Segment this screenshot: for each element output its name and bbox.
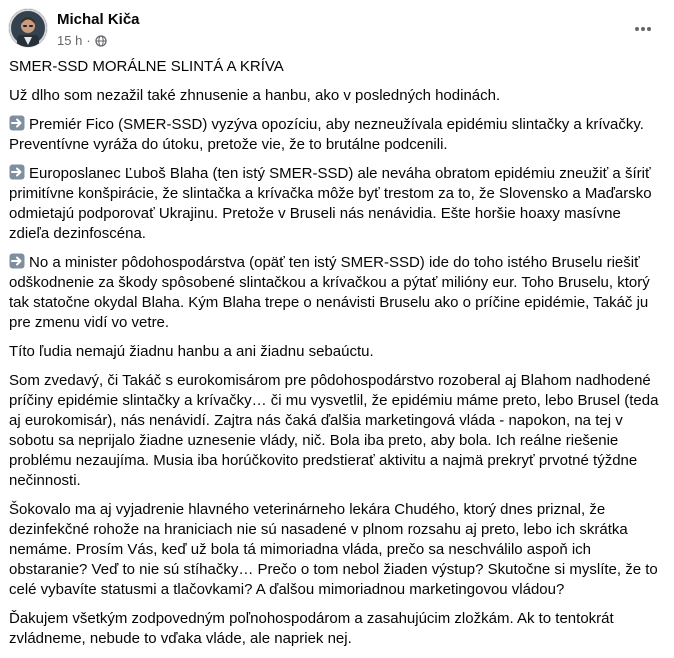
post-body (9, 57, 665, 658)
post-paragraph: Títo ľudia nemajú žiadnu hanbu a ani žiadnu sebaúctu. (9, 343, 374, 360)
post-paragraph: Už dlho som nezažil také zhnusenie a hanbu, ako v posledných hodinách. (9, 87, 501, 104)
meta-separator: · (86, 33, 91, 48)
post-paragraph (9, 253, 665, 333)
more-horizontal-icon (634, 26, 652, 32)
post-paragraph: Šokovalo ma aj vyjadrenie hlavného veterinárneho lekára Chudého, ktorý dnes priznal, že dezinfekčné rohože na hraniciach nie sú nasadené v plnom rozsahu aj preto, lebo ich skrátka nemáme. Prosím Vás, keď už bola tá mimoriadna vláda, prečo sa neschválilo aspoň ich obstaranie? Veď to nie sú stíhačky… Prečo o tom nebol žiaden výstup? Skutočne si myslíte, že to celé vybavíte statusmi a tlačovkami? A ďalšou mimoriadnou marketingovou vládou? (9, 501, 658, 598)
post-meta (57, 33, 107, 49)
right-arrow-emoji-icon (9, 253, 25, 269)
avatar[interactable] (9, 9, 47, 47)
post-paragraph (9, 164, 665, 244)
more-options-button[interactable] (629, 15, 657, 43)
post-timestamp[interactable]: 15 h (57, 33, 83, 48)
paragraph-text: Europoslanec Ľuboš Blaha (ten istý SMER-SSD) ale neváha obratom epidémiu zneužiť a šíriť primitívne konšpirácie, že slintačka a krívačka môže byť trestom za to, že Slovensko a Maďarsko odmietajú podporovať Ukrajinu. Pretože v Bruseli nás nenávidia. Ešte horšie hoaxy masívne zdieľa dezinfoscéna. (9, 165, 652, 242)
paragraph-text: Premiér Fico (SMER-SSD) vyzýva opozíciu, aby nezneužívala epidémiu slintačky a krívačky. Preventívne vyráža do útoku, pretože vie, že to brutálne podcenili. (9, 116, 644, 153)
right-arrow-emoji-icon (9, 164, 25, 180)
post-title: SMER-SSD MORÁLNE SLINTÁ A KRÍVA (9, 58, 284, 75)
globe-icon[interactable] (95, 35, 107, 47)
avatar-image (9, 9, 47, 47)
post-header (9, 9, 665, 53)
post-paragraph: Som zvedavý, či Takáč s eurokomisárom pre pôdohospodárstvo rozoberal aj Blahom nadhodené príčiny epidémie slintačky a krívačky… či mu vysvetlil, že epidémiu máme preto, lebo Brusel (teda aj eurokomisár), nás nenávidí. Zajtra nás čaká ďalšia marketingová vláda - napokon, na tej v sobotu sa neprijalo žiadne uznesenie vlády, nič. Bola iba preto, aby bola. Ich reálne riešenie problému nezaujíma. Musia iba horúčkovito predstierať aktivitu a najmä prekryť prvotné týždne nečinnosti. (9, 372, 659, 489)
post-paragraph (9, 115, 665, 155)
paragraph-text: No a minister pôdohospodárstva (opäť ten istý SMER-SSD) ide do toho istého Bruselu riešiť odškodnenie za škody spôsobené slintačkou a krívačkou a pýtať milióny eur. Toho Bruselu, ktorý tak statočne okydal Blaha. Kým Blaha trepe o nenávisti Bruselu ako o príčine epidémie, Takáč ju pre zmenu vidí vo vetre. (9, 254, 650, 331)
post-paragraph: Ďakujem všetkým zodpovedným poľnohospodárom a zasahujúcim zložkám. Ak to tentokrát zvládneme, nebude to vďaka vláde, ale napriek nej. (9, 610, 614, 647)
author-name[interactable]: Michal Kiča (57, 11, 140, 28)
right-arrow-emoji-icon (9, 115, 25, 131)
